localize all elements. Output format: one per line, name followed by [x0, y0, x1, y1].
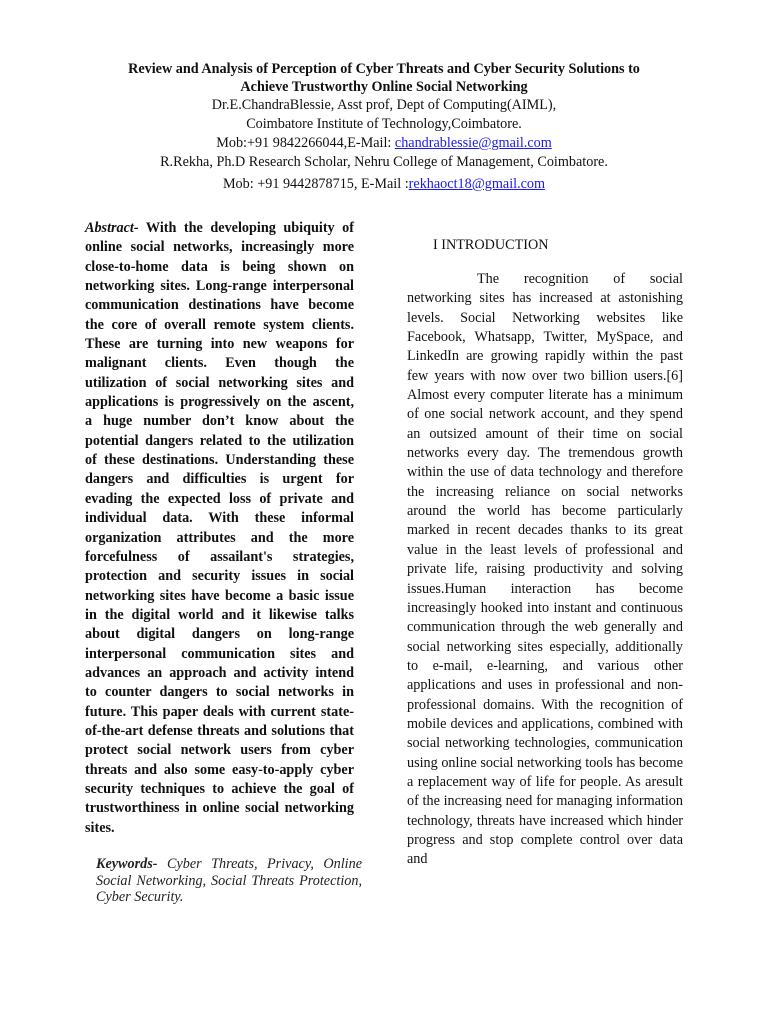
author-2-phone: Mob: +91 9442878715, E-Mail :: [222, 176, 409, 192]
author-1-phone: Mob:+91 9842266044,E-Mail:: [216, 135, 395, 151]
abstract-paragraph: [85, 219, 354, 838]
keywords-paragraph: [96, 856, 362, 906]
abstract-label: Abstract-: [85, 220, 139, 236]
paper-title-line-2: Achieve Trustworthy Online Social Networking: [240, 79, 528, 95]
right-column: [407, 235, 683, 870]
introduction-heading: I INTRODUCTION: [433, 237, 549, 253]
author-1-email-link[interactable]: chandrablessie@gmail.com: [394, 135, 552, 151]
keywords-text: Cyber Threats, Privacy, Online Social Networking, Social Threats Protection, Cyber Security.: [96, 856, 362, 905]
author-1-name: Dr.E.ChandraBlessie, Asst prof, Dept of Computing(AIML),: [211, 97, 557, 113]
author-1-contact: [0, 134, 768, 153]
abstract-text: With the developing ubiquity of online social networks, increasingly more close-to-home data is being shown on networking sites. Long-range interpersonal communication destinations have become the core of overall remote system clients. These are turning into new weapons for malignant clients. Even though the utilization of social networking sites and applications is progressively on the ascent, a huge number don’t know about the potential dangers related to the utilization of these destinations. Understanding these dangers and difficulties is urgent for evading the expected loss of private and individual data. With these informal organization attributes and the more forcefulness of assailant's strategies, protection and security issues in social networking sites have become a basic issue in the digital world and it likewise talks about digital dangers on long-range interpersonal communication sites and advances an approach and activity intend to counter dangers to social networks in future. This paper deals with current state-of-the-art defense threats and solutions that protect social network users from cyber threats and also some easy-to-apply cyber security techniques to achieve the goal of trustworthiness in online social networking sites.: [85, 220, 354, 836]
author-2-email-link[interactable]: rekhaoct18@gmail.com: [408, 176, 546, 192]
author-2-contact: [0, 175, 768, 194]
keywords-label: Keywords-: [96, 856, 158, 872]
left-column: [85, 219, 362, 906]
paper-title-line-1: Review and Analysis of Perception of Cyber Threats and Cyber Security Solutions to: [128, 61, 640, 77]
author-2-name: R.Rekha, Ph.D Research Scholar, Nehru College of Management, Coimbatore.: [160, 154, 608, 170]
author-1-affiliation: Coimbatore Institute of Technology,Coimbatore.: [246, 116, 522, 132]
paper-header: [0, 60, 768, 194]
introduction-paragraph: The recognition of social networking sites has increased at astonishing levels. Social Networking websites like Facebook, Whatsapp, Twitter, MySpace, and LinkedIn are growing rapidly within the past few years with now over two billion users.[6] Almost every computer literate has a minimum of one social network account, and they spend an outsized amount of their time on social networks every day. The tremendous growth within the use of data technology and therefore the increasing reliance on social networks around the world has become particularly marked in recent decades thanks to its great value in the least levels of professional and private life, raising productivity and solving issues.Human interaction has become increasingly hooked into instant and continuous communication through the web generally and social networking sites especially, additionally to e-mail, e-learning, and various other applications and uses in professional and non-professional domains. With the recognition of mobile devices and applications, combined with social networking technologies, communication using online social networking tools has become a replacement way of life for people. As aresult of the increasing need for managing information technology, threats have increased which hinder progress and stop complete control over data and: [407, 271, 683, 868]
